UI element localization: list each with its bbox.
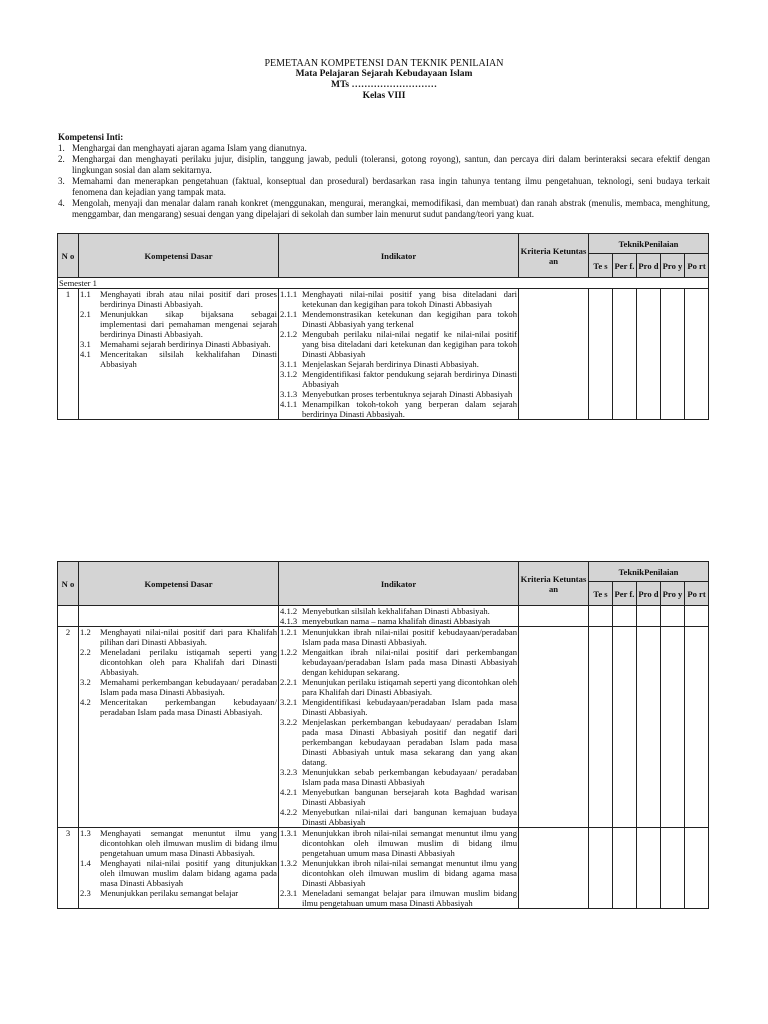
kompetensi-inti-title: Kompetensi Inti: [58, 132, 124, 142]
indikator-item: 2.1.1 Mendemonstrasikan ketekunan dan kegigihan para tokoh Dinasti Abbasiyah yang terkenal [280, 309, 517, 329]
table-row [58, 627, 709, 828]
indikator-item: 2.2.1 Menunjukan perilaku istiqamah seperti yang dicontohkan oleh para Khalifah dari Dinasti Abbasiyah. [280, 677, 517, 697]
semester-label: Semester 1 [58, 278, 709, 289]
col-header-kriteria: Kriteria Ketuntas an [519, 234, 589, 278]
kd-item: 2.1 Menunjukkan sikap bijaksana sebagai implementasi dari pemahaman mengenai sejarah berdirinya Dinasti Abbasiyah. [80, 309, 277, 339]
kd-item: 1.3 Menghayati semangat menuntut ilmu yang dicontohkan oleh ilmuwan muslim di bidang ilmu pengetahuan umum masa Dinasti Abbasiyah. [80, 828, 277, 858]
kd-item: 1.1 Menghayati ibrah atau nilai positif dari proses berdirinya Dinasti Abbasiyah. [80, 289, 277, 309]
col-header-port: Po rt [685, 582, 709, 606]
indikator-item: 4.1.2 Menyebutkan silsilah kekhalifahan Dinasti Abbasiyah. [280, 606, 490, 616]
subject-line: Mata Pelajaran Sejarah Kebudayaan Islam [295, 69, 473, 79]
item-text: Memahami dan menerapkan pengetahuan (faktual, konseptual dan prosedural) berdasarkan rasa ingin tahunya tentang ilmu pengetahuan, teknologi, seni budaya terkait fenomena dan kejadian yang tampak mata. [72, 176, 710, 197]
kompetensi-inti-item [58, 198, 710, 220]
kd-item: 2.2 Meneladani perilaku istiqamah seperti yang dicontohkan oleh para Khalifah dari Dinasti Abbasiyah. [80, 647, 277, 677]
col-header-prod: Pro d [637, 254, 661, 278]
indikator-item: 4.1.1 Menampilkan tokoh-tokoh yang berperan dalam sejarah berdirinya Dinasti Abbasiyah. [280, 399, 517, 419]
item-number: 3. [58, 176, 65, 186]
col-header-tes: Te s [589, 582, 613, 606]
kompetensi-dasar-cell [79, 289, 279, 420]
col-header-tes: Te s [589, 254, 613, 278]
indikator-item: 3.1.1 Menjelaskan Sejarah berdirinya Dinasti Abbasiyah. [280, 359, 479, 369]
kompetensi-inti-list [58, 143, 710, 220]
indikator-item: 3.2.2 Menjelaskan perkembangan kebudayaan/ peradaban Islam pada masa Dinasti Abbasiyah positif dan negatif dari perkembangan kebudayaan peradaban Islam pada masa Dinasti Abbasiyah untuk masa sekarang dan yang akan datang. [280, 717, 517, 767]
item-text: Mengolah, menyaji dan menalar dalam ranah konkret (menggunakan, mengurai, merangkai, memodifikasi, dan membuat) dan ranah abstrak (menulis, membaca, menghitung, menggambar, dan mengarang) sesuai dengan yang dipelajari di sekolah dan sumber lain menurut sudut pandang/teori yang kuat. [72, 198, 710, 219]
kompetensi-inti-item [58, 143, 710, 154]
kriteria-cell [519, 289, 589, 420]
col-header-teknik: TeknikPenilaian [589, 562, 709, 582]
indikator-item: 1.1.1 Menghayati nilai-nilai positif yang bisa diteladani dari ketekunan dan kegigihan para tokoh Dinasti Abbasiyah [280, 289, 517, 309]
col-header-teknik: TeknikPenilaian [589, 234, 709, 254]
kompetensi-table-1 [57, 233, 709, 420]
row-number: 3 [58, 828, 79, 909]
indikator-item: 4.2.2 Menyebutkan nilai-nilai dari bangunan kemajuan budaya Dinasti Abbasiyah [280, 807, 517, 827]
indikator-item: 3.1.2 Mengidentifikasi faktor pendukung sejarah berdirinya Dinasti Abbasiyah [280, 369, 517, 389]
col-header-proy: Pro y [661, 582, 685, 606]
indikator-item: 1.3.1 Menunjukkan ibroh nilai-nilai semangat menuntut ilmu yang dicontohkan oleh ilmuwan muslim di bidang ilmu pengetahuan umum masa Dinasti Abbasiyah [280, 828, 517, 858]
kd-item: 4.1 Menceritakan silsilah kekhalifahan Dinasti Abbasiyah [80, 349, 277, 369]
kd-item: 3.2 Memahami perkembangan kebudayaan/ peradaban Islam pada masa Dinasti Abbasiyah. [80, 677, 277, 697]
indikator-item: 2.1.2 Mengubah perilaku nilai-nilai negatif ke nilai-nilai positif yang bisa diteladani dari ketekunan dan kegigihan para tokoh Dinasti Abbasiyah [280, 329, 517, 359]
kompetensi-dasar-cell [79, 828, 279, 909]
col-header-kompetensi-dasar: Kompetensi Dasar [79, 234, 279, 278]
indikator-cell [279, 828, 519, 909]
item-number: 4. [58, 198, 65, 208]
indikator-item: 4.2.1 Menyebutkan bangunan bersejarah kota Baghdad warisan Dinasti Abbasiyah [280, 787, 517, 807]
kompetensi-dasar-cell [79, 627, 279, 828]
indikator-cell [279, 627, 519, 828]
col-header-perf: Per f. [613, 582, 637, 606]
item-number: 1. [58, 143, 65, 153]
col-header-kompetensi-dasar: Kompetensi Dasar [79, 562, 279, 606]
indikator-item: 1.2.2 Mengaitkan ibrah nilai-nilai positif dari perkembangan kebudayaan/peradaban Islam pada masa Dinasti Abbasiyah dengan kehidupan sekarang. [280, 647, 517, 677]
kd-item: 3.1 Memahami sejarah berdirinya Dinasti Abbasiyah. [80, 339, 271, 349]
indikator-item: 3.2.3 Menunjukkan sebab perkembangan kebudayaan/ peradaban Islam pada masa Dinasti Abbasiyah [280, 767, 517, 787]
prod-cell [637, 289, 661, 420]
document-title: PEMETAAN KOMPETENSI DAN TEKNIK PENILAIAN [264, 58, 504, 69]
kd-item: 4.2 Menceritakan perkembangan kebudayaan/ peradaban Islam pada masa Dinasti Abbasiyah. [80, 697, 277, 717]
kd-item: 2.3 Menunjukkan perilaku semangat belajar [80, 888, 239, 898]
perf-cell [613, 289, 637, 420]
kompetensi-inti-section [58, 132, 710, 220]
indikator-item: 1.2.1 Menunjukkan ibrah nilai-nilai positif kebudayaan/peradaban Islam pada masa Dinasti Abbasiyah. [280, 627, 517, 647]
col-header-kriteria: Kriteria Ketuntas an [519, 562, 589, 606]
kompetensi-inti-item [58, 176, 710, 198]
item-text: Menghargai dan menghayati ajaran agama Islam yang dianutnya. [72, 143, 307, 153]
kd-item: 1.4 Menghayati nilai-nilai positif yang ditunjukkan oleh ilmuwan muslim dalam bidang agama pada masa Dinasti Abbasiyah [80, 858, 277, 888]
col-header-prod: Pro d [637, 582, 661, 606]
grade-line: Kelas VIII [362, 91, 406, 101]
item-text: Menghargai dan menghayati perilaku jujur, disiplin, tanggung jawab, peduli (toleransi, gotong royong), santun, dan percaya diri dalam berinteraksi secara efektif dengan lingkungan sosial dan alam sekitarnya. [72, 154, 710, 175]
tes-cell [589, 289, 613, 420]
row-number: 1 [58, 289, 79, 420]
table-row [58, 828, 709, 909]
kd-item: 1.2 Menghayati nilai-nilai positif dari para Khalifah pilihan dari Dinasti Abbasiyah. [80, 627, 277, 647]
indikator-item: 4.1.3 menyebutkan nama – nama khalifah dinasti Abbasiyah [280, 616, 491, 626]
col-header-port: Po rt [685, 254, 709, 278]
document-header [0, 58, 768, 102]
item-number: 2. [58, 154, 65, 164]
col-header-no: N o [58, 562, 79, 606]
col-header-perf: Per f. [613, 254, 637, 278]
proy-cell [661, 289, 685, 420]
indikator-item: 2.3.1 Meneladani semangat belajar para ilmuwan muslim bidang ilmu pengetahuan umum masa Dinasti Abbasiyah [280, 888, 517, 908]
school-line: MTs ……………………… [330, 80, 437, 90]
col-header-proy: Pro y [661, 254, 685, 278]
table-row [58, 606, 709, 627]
indikator-cell [279, 289, 519, 420]
port-cell [685, 289, 709, 420]
table-row [58, 289, 709, 420]
indikator-cell [279, 606, 519, 627]
col-header-no: N o [58, 234, 79, 278]
indikator-item: 3.2.1 Mengidentifikasi kebudayaan/peradaban Islam pada masa Dinasti Abbasiyah. [280, 697, 517, 717]
indikator-item: 1.3.2 Menunjukkan ibroh nilai-nilai semangat menuntut ilmu yang dicontohkan oleh ilmuwan muslim di bidang agama masa Dinasti Abbasiyah [280, 858, 517, 888]
kompetensi-table-2 [57, 561, 709, 909]
row-number: 2 [58, 627, 79, 828]
col-header-indikator: Indikator [279, 234, 519, 278]
col-header-indikator: Indikator [279, 562, 519, 606]
kompetensi-inti-item [58, 154, 710, 176]
indikator-item: 3.1.3 Menyebutkan proses terbentuknya sejarah Dinasti Abbasiyah [280, 389, 513, 399]
